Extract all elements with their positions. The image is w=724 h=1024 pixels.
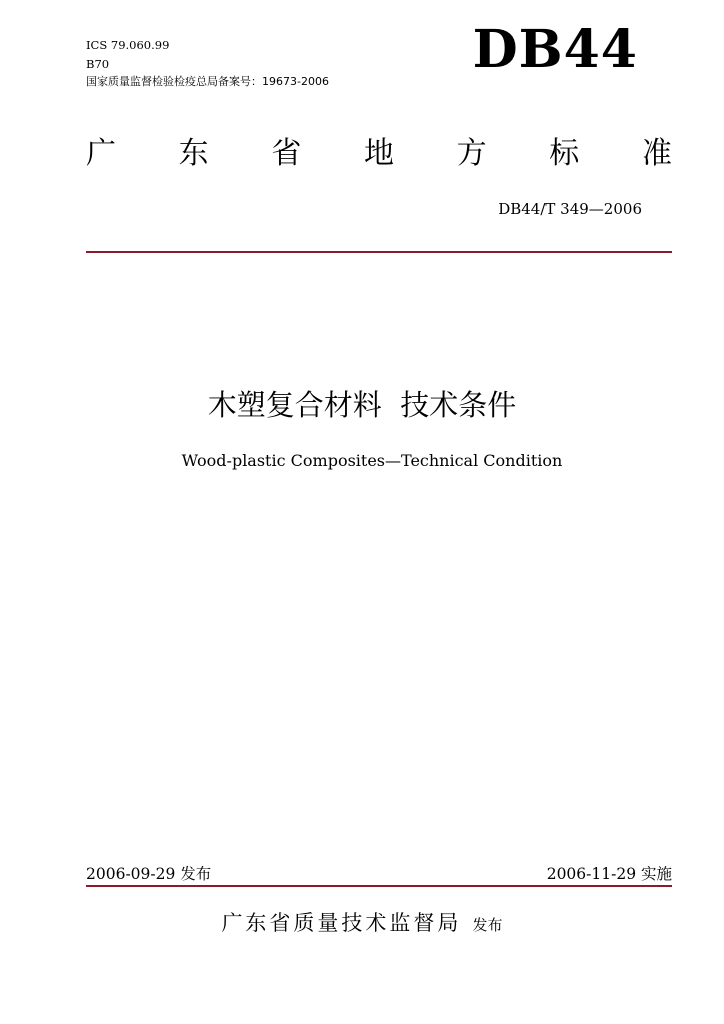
publisher-line	[0, 907, 724, 937]
standard-type-char: 省	[271, 136, 302, 171]
standard-type-char: 标	[549, 136, 580, 171]
standard-type-char: 广	[86, 136, 116, 171]
standard-type-heading	[86, 134, 672, 174]
standard-type-char: 东	[178, 136, 209, 171]
bottom-divider	[86, 885, 672, 887]
title-english: Wood-plastic Composites—Technical Condition	[181, 451, 563, 470]
standard-code: DB44/T 349—2006	[498, 200, 642, 218]
issue-date: 2006-09-29 发布	[86, 865, 212, 883]
title-chinese: 木塑复合材料 技术条件	[207, 388, 517, 422]
db44-logo: DB44	[472, 19, 638, 80]
standard-type-char: 方	[456, 136, 487, 171]
implementation-date: 2006-11-29 实施	[546, 865, 672, 883]
record-number: 国家质量监督检验检疫总局备案号：19673-2006	[86, 75, 329, 88]
top-divider	[86, 251, 672, 253]
standard-type-char: 地	[363, 136, 394, 171]
publish-action: 发布	[472, 916, 503, 934]
publisher-name: 广东省质量技术监督局	[221, 911, 462, 935]
classification-code: B70	[86, 57, 110, 71]
ics-number: ICS 79.060.99	[86, 38, 170, 52]
standard-type-char: 准	[641, 136, 672, 171]
